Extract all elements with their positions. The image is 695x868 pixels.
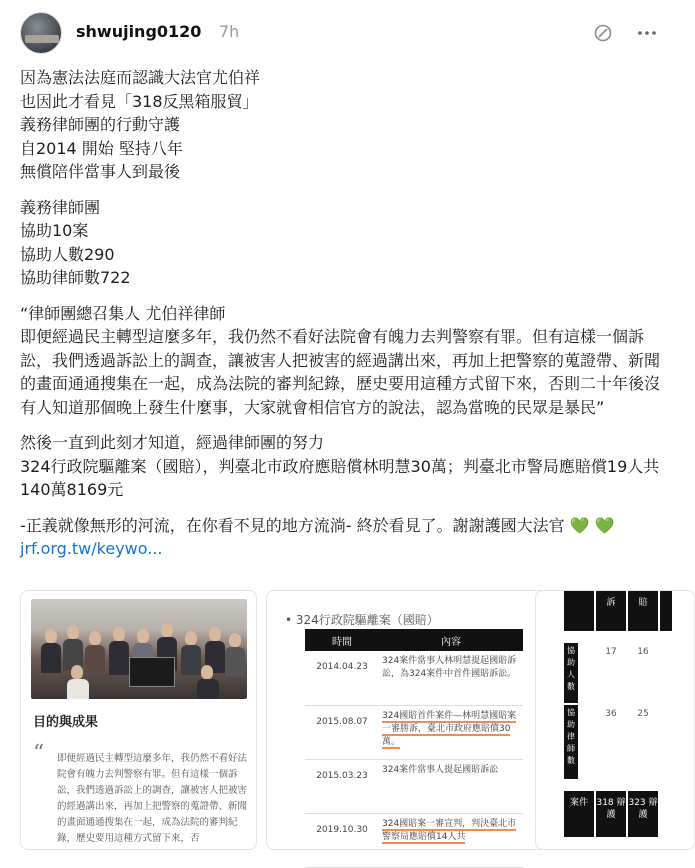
quote-text: 即便經過民主轉型這麼多年，我仍然不看好法院會有魄力去判警察有罪。但有這樣一個訴訟，我們透過訴訟上的調查，讓被害人把被害的經過講出來，再加上把警察的蒐證帶、新聞的畫面通通搜集在一起，成為法院的審判紀錄，歷史要用這種方式留下來，否 [57,753,248,844]
post-time: 7h [219,22,240,41]
attachment-image-3[interactable] [535,590,695,850]
table-cell: 25 [637,709,649,719]
bullet-title: • 324行政院驅離案（國賠） [285,613,439,627]
row-label: 案件 [564,791,594,837]
table-header: 內容 [379,629,523,651]
username[interactable]: shwujing0120 [76,22,202,41]
intro-paragraph [20,66,665,184]
table-header: 訴 [596,591,626,631]
attachment-image-2[interactable] [266,590,548,850]
group-photo [31,599,247,699]
result-paragraph [20,431,665,502]
external-link[interactable]: jrf.org.tw/keywo... [20,539,163,558]
table-header: 時間 [305,629,379,651]
date-cell: 2015.08.07 [305,705,379,759]
table-row [305,705,523,759]
stats-paragraph [20,196,665,290]
table-cell: 17 [605,647,617,657]
translate-icon[interactable] [590,20,616,46]
table-row [305,759,523,813]
post-body [20,66,665,561]
bullet-title-text: 324行政院驅離案（國賠） [295,613,439,627]
row-label: 協助人數 [564,643,578,703]
text-line: 協助律師數722 [20,268,131,287]
closing-text: -正義就像無形的河流，在你看不見的地方流淌- 終於看見了。謝謝護國大法官 [20,515,565,535]
content-cell: 324案件當事人提起國賠訴訟 [379,759,523,813]
text-line: 協助10案 [20,221,89,240]
date-cell: 2014.04.23 [305,651,379,705]
quote-mark-icon: “ [33,741,45,766]
quote-paragraph: “律師團總召集人 尤伯祥律師 即便經過民主轉型這麼多年，我仍然不看好法院會有魄力去判警察有罪。但有這樣一個訴訟，我們透過訴訟上的調查，讓被害人把被害的經過講出來，再加上把警察的蒐證帶、新聞的畫面通通搜集在一起，成為法院的審判紀錄，歷史要用這種方式留下來，否則二十年後沒有人知道那個晚上發生什麼事，大家就會相信官方的說法，認為當晚的民眾是暴民” [20,303,661,417]
text-line: 義務律師團 [20,197,101,217]
post-header [20,12,660,54]
content-cell [379,813,523,867]
result-text: 324行政院驅離案（國賠），判臺北市政府應賠償林明慧30萬；判臺北市警局應賠償19人共140萬8169元 [20,456,660,499]
highlighted-text: 324國賠首件案件—林明慧國賠案一審勝訴，臺北市政府應賠償30萬。 [382,710,517,747]
table-cell: 323 辯護 [628,791,658,837]
date-cell: 2019.10.30 [305,813,379,867]
green-heart-icon: 💚 💚 [569,515,615,535]
date-cell: 2015.03.23 [305,759,379,813]
table-cell: 318 辯護 [596,791,626,837]
row-label: 協助律師數 [564,705,578,779]
attachment-carousel[interactable] [20,590,677,844]
table-cell: 36 [605,709,617,719]
table-edge [660,591,672,631]
table-cell: 16 [637,647,649,657]
text-line: 協助人數290 [20,244,115,264]
section-title: 目的與成果 [33,715,99,730]
content-cell [379,705,523,759]
text-line: 然後一直到此刻才知道，經過律師團的努力 [20,433,325,452]
closing-paragraph [20,514,665,561]
highlighted-text: 324國賠案一審宣判，判決臺北市警察局應賠償14人共 [382,818,517,842]
text-line: 無償陪伴當事人到最後 [20,162,181,181]
table-corner [564,591,594,631]
content-cell: 324案件當事人林明慧提起國賠訴訟，為324案件中首件國賠訴訟。 [379,651,523,705]
text-line: 義務律師團的行動守護 [20,115,181,134]
text-line: 自2014 開始 堅持八年 [20,138,183,158]
more-icon[interactable] [634,20,660,46]
text-line: 因為憲法法庭而認識大法官尤伯祥 [20,68,261,87]
case-table [305,629,523,868]
avatar[interactable] [20,12,62,54]
attachment-image-1[interactable] [20,590,257,850]
text-line: 也因此才看見「318反黑箱服貿」 [20,91,259,111]
table-header: 賠 [628,591,658,631]
header-actions [590,20,660,46]
table-row [305,651,523,705]
table-row [305,813,523,867]
